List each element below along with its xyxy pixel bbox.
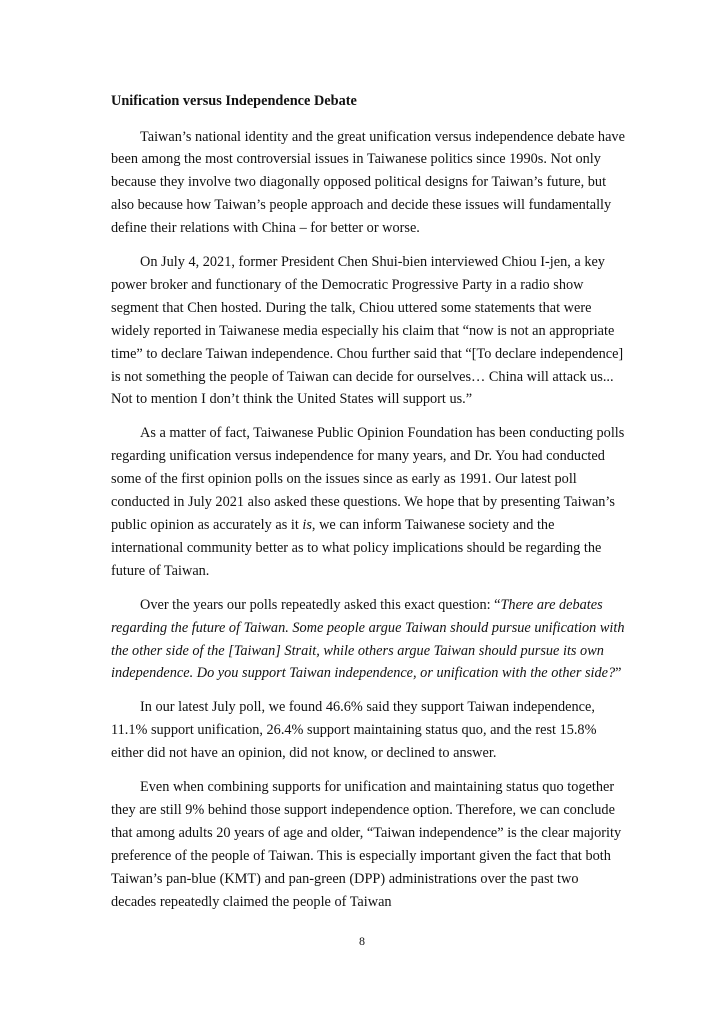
paragraph-4-text-after: ” [615,665,622,682]
paragraph-4-text-before: Over the years our polls repeatedly asked this exact question: “ [140,596,501,613]
paragraph-5: In our latest July poll, we found 46.6% said they support Taiwan independence, 11.1% support unification, 26.4% support maintaining status quo, and the rest 15.8% either did not have an opinion, did not know, or declined to answer. [111,699,597,762]
page-content [111,90,626,925]
paragraph-1: Taiwan’s national identity and the great unification versus independence debate have been among the most controversial issues in Taiwanese politics since 1990s. Not only because they involve two diagonally opposed political designs for Taiwan’s future, but also because how Taiwan’s people approach and decide these issues will fundamentally define their relations with China – for better or worse. [111,128,625,237]
section-heading: Unification versus Independence Debate [111,93,357,109]
poll-question-quote: There are debates regarding the future of Taiwan. Some people argue Taiwan should pursue unification with the other side of the [Taiwan] Strait, while others argue Taiwan should pursue its own independence. Do you support Taiwan independence, or unification with the other side? [111,596,625,682]
paragraph-3-text-before: As a matter of fact, Taiwanese Public Opinion Foundation has been conducting polls regarding unification versus independence for many years, and Dr. You had conducted some of the first opinion polls on the issues since as early as 1991. Our latest poll conducted in July 2021 also asked these questions. We hope that by presenting Taiwan’s public opinion as accurately as it [111,425,625,533]
paragraph-3-text-after: , we can inform Taiwanese society and the international community better as to what policy implications should be regarding the future of Taiwan. [111,517,602,579]
paragraph-6: Even when combining supports for unification and maintaining status quo together they are still 9% behind those support independence option. Therefore, we can conclude that among adults 20 years of age and older, “Taiwan independence” is the clear majority preference of the people of Taiwan. This is especially important given the fact that both Taiwan’s pan-blue (KMT) and pan-green (DPP) administrations over the past two decades repeatedly claimed the people of Taiwan [111,779,622,910]
paragraph-4 [111,594,626,686]
page-number: 8 [359,934,365,948]
paragraph-2: On July 4, 2021, former President Chen Shui-bien interviewed Chiou I-jen, a key power broker and functionary of the Democratic Progressive Party in a radio show segment that Chen hosted. During the talk, Chiou uttered some statements that were widely reported in Taiwanese media especially his claim that “now is not an appropriate time” to declare Taiwan independence. Chou further said that “[To declare independence] is not something the people of Taiwan can decide for ourselves… China will attack us... Not to mention I don’t think the United States will support us.” [111,254,624,408]
paragraph-3-italic-word: is [302,517,312,533]
paragraph-3 [111,422,626,582]
